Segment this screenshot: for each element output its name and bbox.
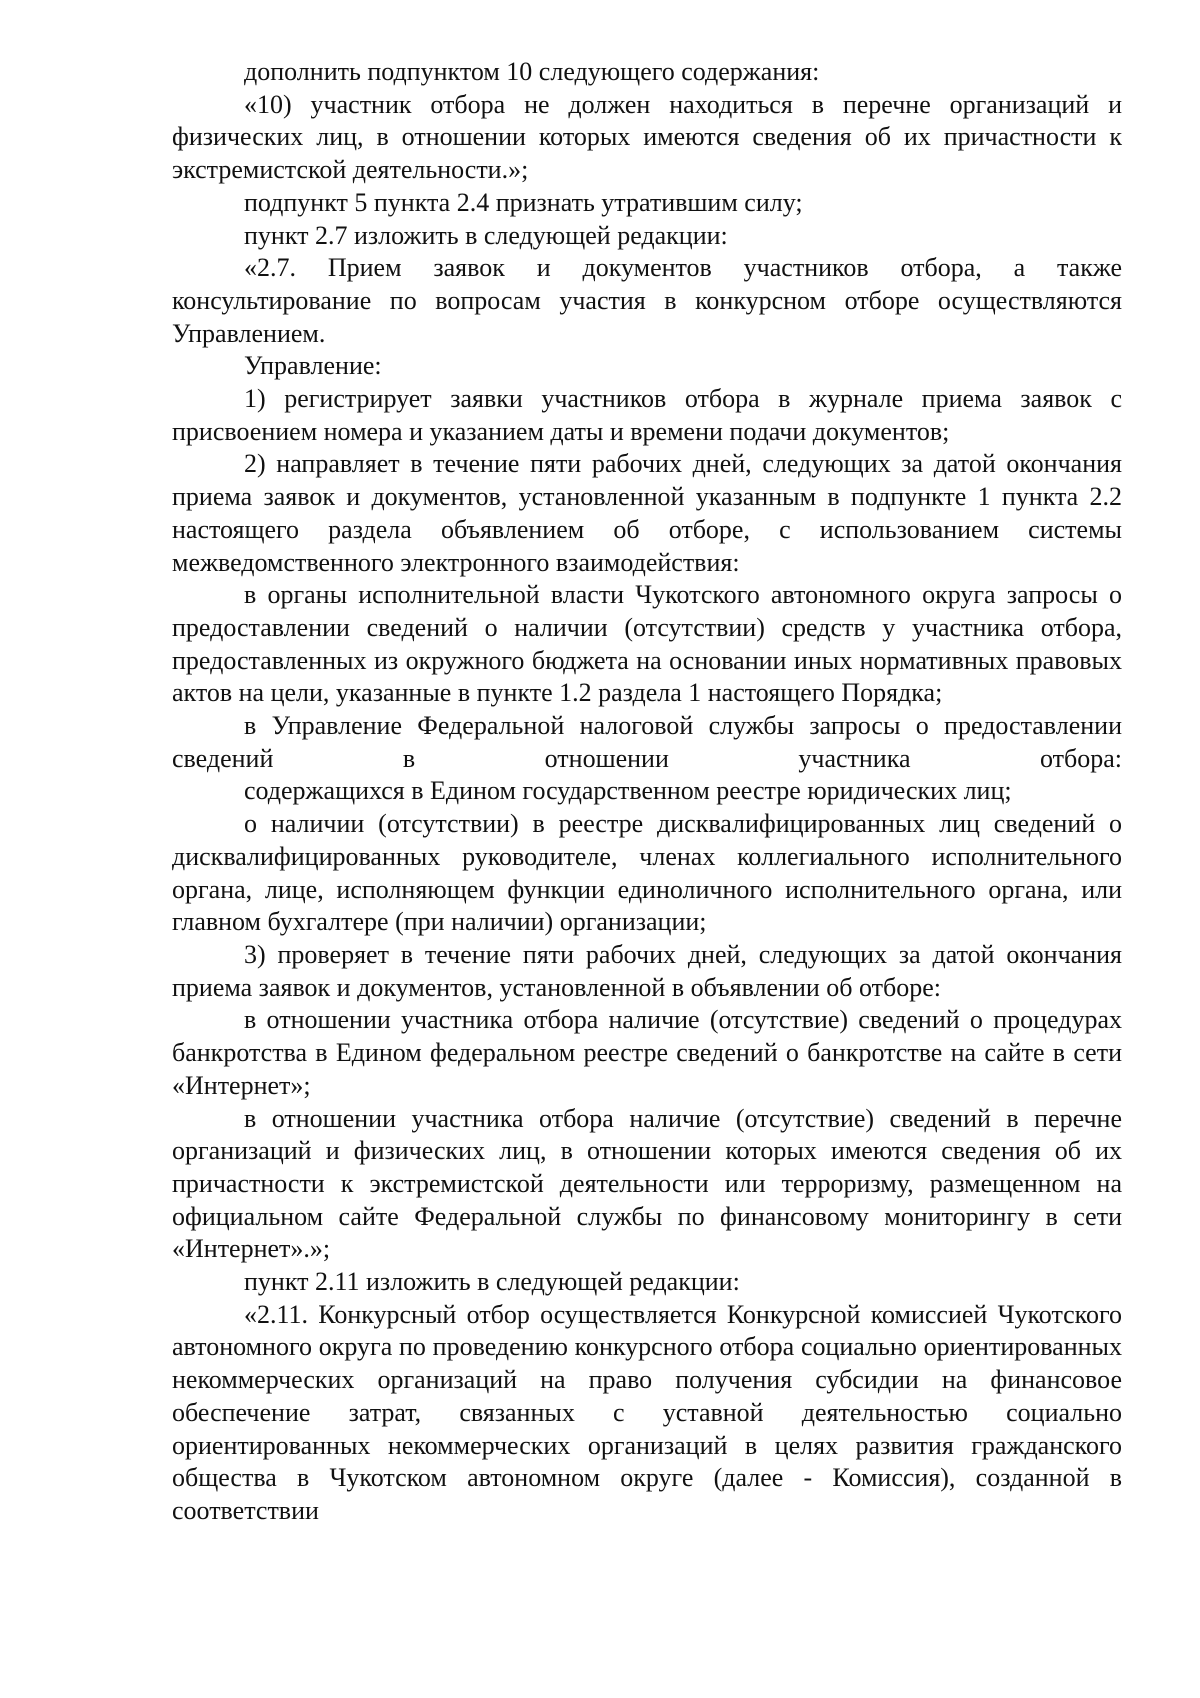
paragraph-item-2-7-intro: пункт 2.7 изложить в следующей редакции: bbox=[244, 220, 728, 250]
paragraph-item-2-11: «2.11. Конкурсный отбор осуществляется Конкурсной комиссией Чукотского автономного округа по проведению конкурсного отбора социально ориентированных некоммерческих организаций на право получения субсидии на финансовое обеспечение затрат, связанных с уставной деятельностью социально ориентированных некоммерческих организаций в целях развития гражданского общества в Чукотском автономном округе (далее - Комиссия), созданной в соответствии bbox=[172, 1299, 1122, 1525]
document-page bbox=[172, 56, 1122, 1528]
paragraph-disqualified-register: о наличии (отсутствии) в реестре дисквалифицированных лиц сведений о дисквалифицированных руководителе, членах коллегиального исполнительного органа, лице, исполняющем функции единоличного исполнительного органа, или главном бухгалтере (при наличии) организации; bbox=[172, 809, 1122, 937]
paragraph-department: Управление: bbox=[244, 351, 382, 381]
paragraph-tax-service: в Управление Федеральной налоговой службы запросы о предоставлении сведений в отношении участника отбора: bbox=[172, 711, 1122, 773]
paragraph-executive-bodies: в органы исполнительной власти Чукотского автономного округа запросы о предоставлении сведений о наличии (отсутствии) средств у участника отбора, предоставленных из окружного бюджета на основании иных нормативных правовых актов на цели, указанные в пункте 1.2 раздела 1 настоящего Порядка; bbox=[172, 580, 1122, 708]
paragraph-registers: 1) регистрирует заявки участников отбора в журнале приема заявок с присвоением номера и указанием даты и времени подачи документов; bbox=[172, 384, 1122, 446]
paragraph-extremism-list: в отношении участника отбора наличие (отсутствие) сведений в перечне организаций и физических лиц, в отношении которых имеются сведения об их причастности к экстремистской деятельности или терроризму, размещенном на официальном сайте Федеральной службы по финансовому мониторингу в сети «Интернет».»; bbox=[172, 1103, 1122, 1264]
paragraph-checks: 3) проверяет в течение пяти рабочих дней, следующих за датой окончания приема заявок и документов, установленной в объявлении об отборе: bbox=[172, 939, 1122, 1002]
paragraph-item-2-11-intro: пункт 2.11 изложить в следующей редакции: bbox=[244, 1267, 740, 1297]
paragraph-subitem-5-void: подпункт 5 пункта 2.4 признать утратившим силу; bbox=[244, 187, 803, 217]
paragraph-legal-entities-register: содержащихся в Едином государственном реестре юридических лиц; bbox=[244, 776, 1012, 806]
paragraph-add-subitem: дополнить подпунктом 10 следующего содержания: bbox=[244, 57, 820, 86]
paragraph-subitem-10: «10) участник отбора не должен находиться в перечне организаций и физических лиц, в отношении которых имеются сведения об их причастности к экстремистской деятельности.»; bbox=[172, 89, 1122, 185]
paragraph-sends-requests: 2) направляет в течение пяти рабочих дней, следующих за датой окончания приема заявок и документов, установленной указанным в подпункте 1 пункта 2.2 настоящего раздела объявлением об отборе, с использованием системы межведомственного электронного взаимодействия: bbox=[172, 449, 1122, 577]
paragraph-item-2-7: «2.7. Прием заявок и документов участников отбора, а также консультирование по вопросам участия в конкурсном отборе осуществляются Управлением. bbox=[172, 253, 1122, 348]
paragraph-bankruptcy: в отношении участника отбора наличие (отсутствие) сведений о процедурах банкротства в Едином федеральном реестре сведений о банкротстве на сайте в сети «Интернет»; bbox=[172, 1005, 1122, 1100]
